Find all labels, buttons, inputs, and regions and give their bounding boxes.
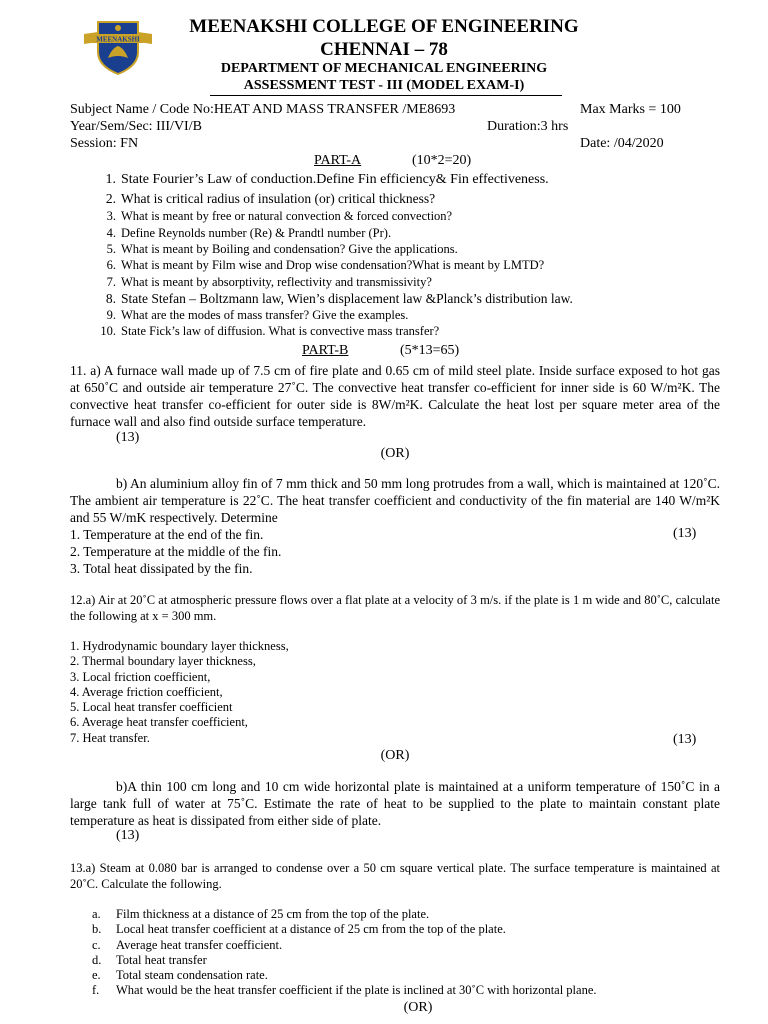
question-text: State Fourier’s Law of conduction.Define Fin efficiency& Fin effectiveness. xyxy=(121,172,549,187)
question-text: What is meant by absorptivity, reflectivity and transmissivity? xyxy=(121,275,432,289)
question-number: 7. xyxy=(106,275,116,289)
list-item xyxy=(92,953,597,968)
list-item: 2. Thermal boundary layer thickness, xyxy=(70,654,256,669)
part-a-question xyxy=(90,274,573,290)
item-text: Total heat transfer xyxy=(116,952,207,967)
list-item: 4. Average friction coefficient, xyxy=(70,684,223,699)
question-text: Define Reynolds number (Re) & Prandtl number (Pr). xyxy=(121,226,392,240)
part-a-question xyxy=(90,257,573,274)
part-a-question xyxy=(90,307,573,323)
list-item: 7. Heat transfer. xyxy=(70,730,150,745)
question-number: 3. xyxy=(106,209,116,223)
or-divider-12: (OR) xyxy=(380,748,410,763)
question-text: What is meant by Boiling and condensation? Give the applications. xyxy=(121,242,458,256)
item-letter: c. xyxy=(92,937,101,952)
question-12b xyxy=(70,778,720,829)
question-text: What is meant by Film wise and Drop wise condensation?What is meant by LMTD? xyxy=(121,258,545,272)
duration: Duration:3 hrs xyxy=(487,119,569,134)
question-number: 10. xyxy=(100,324,116,338)
question-text: State Fick’s law of diffusion. What is convective mass transfer? xyxy=(121,324,440,338)
year-sem-sec: Year/Sem/Sec: III/VI/B xyxy=(70,119,202,134)
question-text: What is meant by free or natural convection & forced convection? xyxy=(121,209,453,223)
item-text: Film thickness at a distance of 25 cm from the top of the plate. xyxy=(116,907,430,921)
list-item xyxy=(92,968,597,983)
part-b-title: PART-B xyxy=(302,343,349,358)
question-11a-marks: (13) xyxy=(116,430,140,445)
question-11b-items xyxy=(70,526,281,577)
subject-info: Subject Name / Code No:HEAT AND MASS TRANSFER /ME8693 xyxy=(70,102,456,117)
exam-date: Date: /04/2020 xyxy=(580,136,664,151)
list-item xyxy=(92,983,597,998)
question-12b-text: b)A thin 100 cm long and 10 cm wide horizontal plate is maintained at a uniform temperature of 150˚C in a large tank full of water at 75˚C. Estimate the rate of heat to be supplied to the plate to maintain constant plate temperature as heat is dissipated from either side of plate. xyxy=(70,779,720,828)
question-text: State Stefan – Boltzmann law, Wien’s displacement law &Planck’s distribution law. xyxy=(121,291,573,306)
list-item: 3. Total heat dissipated by the fin. xyxy=(70,561,253,576)
question-text: What is critical radius of insulation (or) critical thickness? xyxy=(121,191,436,206)
item-letter: d. xyxy=(92,952,102,967)
or-divider-11: (OR) xyxy=(380,446,410,461)
list-item: 5. Local heat transfer coefficient xyxy=(70,700,233,715)
list-item: 1. Temperature at the end of the fin. xyxy=(70,527,264,542)
part-b-marks: (5*13=65) xyxy=(400,343,460,358)
question-number: 2. xyxy=(105,191,116,206)
item-letter: b. xyxy=(92,922,102,937)
part-a-marks: (10*2=20) xyxy=(412,153,472,168)
item-text: Average heat transfer coefficient. xyxy=(116,937,283,952)
session: Session: FN xyxy=(70,136,139,151)
question-number: 1. xyxy=(105,172,116,187)
part-a-title: PART-A xyxy=(314,153,362,168)
question-11b-marks: (13) xyxy=(673,526,697,541)
part-a-question xyxy=(90,170,573,189)
department-title: DEPARTMENT OF MECHANICAL ENGINEERING xyxy=(220,61,548,76)
exam-title: ASSESSMENT TEST - III (MODEL EXAM-I) xyxy=(243,78,525,93)
list-item: 2. Temperature at the middle of the fin. xyxy=(70,544,282,559)
question-number: 8. xyxy=(105,291,116,306)
question-number: 9. xyxy=(106,308,116,322)
part-a-question xyxy=(90,241,573,257)
part-a-question-list xyxy=(90,170,573,339)
header-divider xyxy=(210,95,562,96)
item-text: Total steam condensation rate. xyxy=(116,968,268,983)
college-name: MEENAKSHI COLLEGE OF ENGINEERING xyxy=(189,16,579,37)
question-number: 4. xyxy=(106,226,116,240)
question-12a-marks: (13) xyxy=(673,732,697,747)
question-11a: 11. a) A furnace wall made up of 7.5 cm of fire plate and 0.65 cm of mild steel plate. Inside surface exposed to hot gas at 650˚C and outside air temperature 27˚C. The convective heat transfer co-efficient for inner side is 60 W/m²K. The convective heat transfer co-efficient for outer side is 8W/m²K. Calculate the heat lost per square meter area of the furnace wall and also find outside surface temperature. xyxy=(70,363,720,429)
list-item: 1. Hydrodynamic boundary layer thickness, xyxy=(70,639,289,653)
item-letter: e. xyxy=(92,968,101,983)
list-item: 3. Local friction coefficient, xyxy=(70,669,211,684)
question-text: What are the modes of mass transfer? Give the examples. xyxy=(121,308,409,322)
list-item xyxy=(92,938,597,953)
question-11b-text: b) An aluminium alloy fin of 7 mm thick and 50 mm long protrudes from a wall, which is maintained at 120˚C. The ambient air temperature is 22˚C. The heat transfer coefficient and conductivity of the fin material are 140 W/m²K and 55 W/mK respectively. Determine xyxy=(70,476,720,525)
question-12a-items xyxy=(70,639,289,746)
or-divider-13: (OR) xyxy=(403,1000,433,1015)
part-a-question xyxy=(90,189,573,208)
max-marks: Max Marks = 100 xyxy=(580,102,681,117)
question-number: 6. xyxy=(106,258,116,272)
question-12a: 12.a) Air at 20˚C at atmospheric pressure flows over a flat plate at a velocity of 3 m/s. if the plate is 1 m wide and 80˚C, calculate the following at x = 300 mm. xyxy=(70,593,720,623)
logo-lettering: MEENAKSHI xyxy=(96,35,140,44)
question-number: 5. xyxy=(106,242,116,256)
item-text: What would be the heat transfer coefficient if the plate is inclined at 30˚C with horizontal plane. xyxy=(116,983,597,998)
part-a-question xyxy=(90,290,573,307)
list-item: 6. Average heat transfer coefficient, xyxy=(70,715,248,730)
part-a-question xyxy=(90,225,573,241)
part-a-question xyxy=(90,323,573,339)
list-item xyxy=(92,907,597,922)
question-12b-marks: (13) xyxy=(116,828,140,843)
item-text: Local heat transfer coefficient at a distance of 25 cm from the top of the plate. xyxy=(116,922,506,937)
question-11b xyxy=(70,475,720,526)
question-13a-items xyxy=(92,907,597,999)
item-letter: f. xyxy=(92,983,100,998)
question-13a: 13.a) Steam at 0.080 bar is arranged to condense over a 50 cm square vertical plate. The surface temperature is maintained at 20˚C. Calculate the following. xyxy=(70,861,720,891)
part-a-question xyxy=(90,208,573,225)
item-letter: a. xyxy=(92,907,101,921)
college-city: CHENNAI – 78 xyxy=(320,39,448,60)
list-item xyxy=(92,922,597,937)
